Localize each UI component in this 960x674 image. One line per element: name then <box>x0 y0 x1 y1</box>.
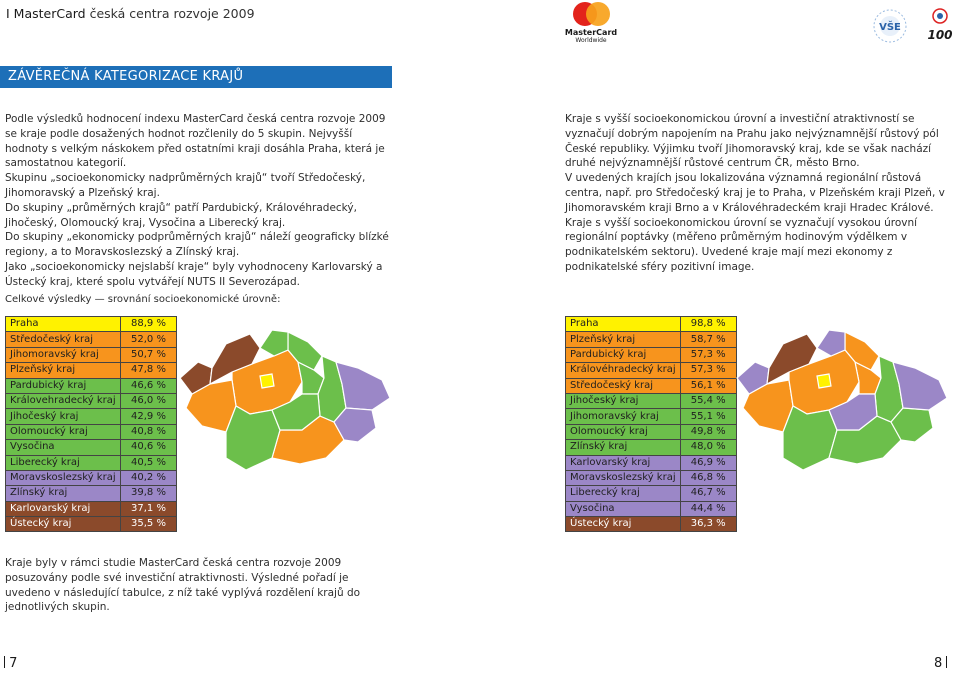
region-name-cell: Pardubický kraj <box>566 347 681 362</box>
region-value-cell: 35,5 % <box>121 517 177 532</box>
region-name-cell: Zlínský kraj <box>566 440 681 455</box>
left-column-text <box>5 112 393 290</box>
region-name-cell: Královehradecký kraj <box>6 393 121 408</box>
region-value-cell: 48,0 % <box>680 440 736 455</box>
table-row <box>566 347 737 362</box>
region-value-cell: 98,8 % <box>680 317 736 332</box>
map-region <box>817 330 845 356</box>
map-region <box>783 406 837 470</box>
region-value-cell: 40,5 % <box>121 455 177 470</box>
region-name-cell: Středočeský kraj <box>6 332 121 347</box>
vse-logo-text: VŠE <box>879 22 901 33</box>
table-row <box>6 363 177 378</box>
region-value-cell: 52,0 % <box>121 332 177 347</box>
region-value-cell: 40,6 % <box>121 440 177 455</box>
table-row <box>566 455 737 470</box>
region-name-cell: Středočeský kraj <box>566 378 681 393</box>
header-title-prefix: I MasterCard <box>6 6 86 21</box>
region-name-cell: Praha <box>6 317 121 332</box>
results-caption: Celkové výsledky — srovnání socioekonomické úrovně: <box>5 294 281 305</box>
table-row <box>6 455 177 470</box>
map-region <box>260 330 288 356</box>
region-name-cell: Jihomoravský kraj <box>566 409 681 424</box>
right-column-text <box>565 112 957 275</box>
region-name-cell: Moravskoslezský kraj <box>566 470 681 485</box>
page-number-right <box>934 656 947 671</box>
region-value-cell: 57,3 % <box>680 347 736 362</box>
region-value-cell: 46,7 % <box>680 486 736 501</box>
region-name-cell: Moravskoslezský kraj <box>6 470 121 485</box>
region-value-cell: 37,1 % <box>121 501 177 516</box>
region-name-cell: Olomoucký kraj <box>566 424 681 439</box>
region-name-cell: Karlovarský kraj <box>6 501 121 516</box>
region-value-cell: 39,8 % <box>121 486 177 501</box>
ranking-table-right <box>565 316 737 532</box>
right-paragraph: V uvedených krajích jsou lokalizována významná regionální růstová centra, např. pro Středočeský kraj je to Praha, v Plzeňském kraji Plzeň, v Jihomoravském kraji Brno a v Královéhradeckém kraji Hradec Králové. <box>565 172 945 214</box>
region-name-cell: Karlovarský kraj <box>566 455 681 470</box>
table-row <box>566 409 737 424</box>
table-row <box>566 317 737 332</box>
region-name-cell: Jihomoravský kraj <box>6 347 121 362</box>
table-row <box>566 517 737 532</box>
running-header <box>6 6 255 21</box>
region-name-cell: Ústecký kraj <box>6 517 121 532</box>
table-row <box>566 470 737 485</box>
table-row <box>6 378 177 393</box>
region-name-cell: Jihočeský kraj <box>566 393 681 408</box>
logo-brand-text: MasterCard <box>564 28 618 37</box>
region-value-cell: 46,9 % <box>680 455 736 470</box>
left-paragraph: Jako „socioekonomicky nejslabší kraje“ byly vyhodnoceny Karlovarský a Ústecký kraj, které spolu vytvářejí NUTS II Severozápad. <box>5 260 383 288</box>
region-name-cell: Liberecký kraj <box>6 455 121 470</box>
region-value-cell: 40,2 % <box>121 470 177 485</box>
region-value-cell: 44,4 % <box>680 501 736 516</box>
table-row <box>6 393 177 408</box>
page-number-left-value: 7 <box>9 656 18 671</box>
table-row <box>6 470 177 485</box>
left-paragraph: Podle výsledků hodnocení indexu MasterCard česká centra rozvoje 2009 se kraje podle dosažených hodnot rozčlenily do 5 skupin. Nejvyšší hodnoty s velkým náskokem před ostatními kraji dosáhla Praha, která je samostatnou kategorií. <box>5 113 386 170</box>
mastercard-circles-icon <box>571 2 611 26</box>
region-value-cell: 57,3 % <box>680 363 736 378</box>
map-region <box>226 406 280 470</box>
header-title-suffix: česká centra rozvoje 2009 <box>85 6 255 21</box>
table-row <box>566 424 737 439</box>
table-row <box>6 501 177 516</box>
vse-logo <box>872 8 908 44</box>
table-row <box>566 440 737 455</box>
table-row <box>566 332 737 347</box>
bottom-paragraph: Kraje byly v rámci studie MasterCard česká centra rozvoje 2009 posuzovány podle své investiční atraktivnosti. Výsledné pořadí je uvedeno v následující tabulce, z níž také vyplývá rozdělení krajů do jednotlivých skupin. <box>5 557 361 614</box>
table-row <box>6 424 177 439</box>
region-name-cell: Liberecký kraj <box>566 486 681 501</box>
region-value-cell: 40,8 % <box>121 424 177 439</box>
region-name-cell: Pardubický kraj <box>6 378 121 393</box>
region-name-cell: Praha <box>566 317 681 332</box>
region-value-cell: 46,8 % <box>680 470 736 485</box>
table-row <box>6 332 177 347</box>
region-map-left <box>170 316 396 476</box>
region-name-cell: Olomoucký kraj <box>6 424 121 439</box>
table-row <box>566 393 737 408</box>
ranking-table-left <box>5 316 177 532</box>
page-number-left <box>4 656 17 671</box>
left-paragraph: Do skupiny „ekonomicky podprůměrných krajů“ náleží geograficky blízké regiony, a to Moravskoslezský a Zlínský kraj. <box>5 231 389 259</box>
region-map-right <box>727 316 959 476</box>
region-value-cell: 58,7 % <box>680 332 736 347</box>
region-name-cell: Vysočina <box>566 501 681 516</box>
region-value-cell: 49,8 % <box>680 424 736 439</box>
map-region <box>260 374 274 388</box>
table-row <box>566 501 737 516</box>
region-value-cell: 47,8 % <box>121 363 177 378</box>
right-paragraph: Kraje s vyšší socioekonomickou úrovní se vyznačují vysokou úrovní regionální poptávky (měřeno průměrným hodinovým výdělkem v podnikatelském sektoru). Uvedené kraje mají mezi ekonomy z podnikatelské sféry pozitivní image. <box>565 216 918 273</box>
region-value-cell: 55,4 % <box>680 393 736 408</box>
table-row <box>6 409 177 424</box>
mastercard-logo <box>563 2 619 46</box>
map-region <box>817 374 831 388</box>
region-value-cell: 56,1 % <box>680 378 736 393</box>
region-name-cell: Ústecký kraj <box>566 517 681 532</box>
region-name-cell: Plzeňský kraj <box>6 363 121 378</box>
logo-sub-text: Worldwide <box>575 37 607 44</box>
region-value-cell: 50,7 % <box>121 347 177 362</box>
region-name-cell: Plzeňský kraj <box>566 332 681 347</box>
region-name-cell: Jihočeský kraj <box>6 409 121 424</box>
table-row <box>6 440 177 455</box>
region-value-cell: 36,3 % <box>680 517 736 532</box>
table-row <box>6 317 177 332</box>
table-row <box>6 347 177 362</box>
section-banner: ZÁVĚREČNÁ KATEGORIZACE KRAJŮ <box>0 66 392 88</box>
table-row <box>6 486 177 501</box>
region-name-cell: Vysočina <box>6 440 121 455</box>
region-name-cell: Královéhradecký kraj <box>566 363 681 378</box>
right-paragraph: Kraje s vyšší socioekonomickou úrovní a investiční atraktivností se vyznačují dobrým napojením na Prahu jako nejvýznamnější růstový pól České republiky. Výjimku tvoří Jihomoravský kraj, kde se však nachází druhé nejvýznamnější růstové centrum ČR, město Brno. <box>565 113 939 170</box>
region-value-cell: 42,9 % <box>121 409 177 424</box>
left-paragraph: Do skupiny „průměrných krajů“ patří Pardubický, Královéhradecký, Jihočeský, Olomoucký kraj, Vysočina a Liberecký kraj. <box>5 201 357 229</box>
left-paragraph: Skupinu „socioekonomicky nadprůměrných krajů“ tvoří Středočeský, Jihomoravský a Plzeňský kraj. <box>5 172 366 199</box>
region-value-cell: 88,9 % <box>121 317 177 332</box>
czechtop-logo <box>922 6 958 42</box>
table-row <box>566 363 737 378</box>
region-value-cell: 46,6 % <box>121 378 177 393</box>
table-row <box>566 486 737 501</box>
table-row <box>6 517 177 532</box>
region-value-cell: 46,0 % <box>121 393 177 408</box>
table-row <box>566 378 737 393</box>
region-name-cell: Zlínský kraj <box>6 486 121 501</box>
czechtop-logo-number: 100 <box>927 28 953 42</box>
page-number-right-value: 8 <box>934 656 943 671</box>
region-value-cell: 55,1 % <box>680 409 736 424</box>
